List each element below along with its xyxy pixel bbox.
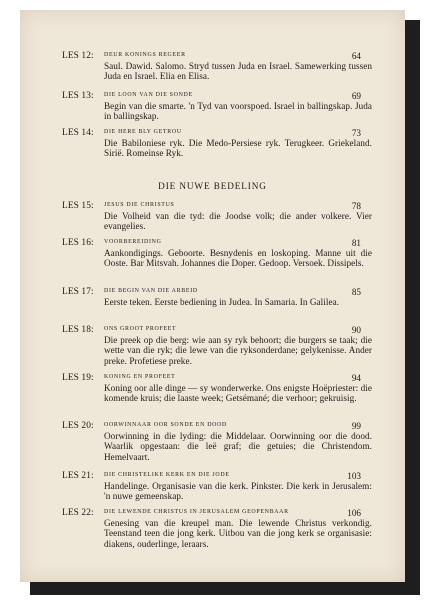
lesson-title: OORWINNAAR OOR SONDE EN DOOD: [104, 422, 228, 428]
lesson-number: LES 22:: [62, 508, 94, 518]
lesson-description: Die preek op die berg: wie aan sy ryk behoort; die burgers se taak; die wette van die ryk; die lewe van die ryksonderdane; gelykenisse. Ander preke. Profetiese preke.: [104, 335, 372, 366]
page-number: 78: [351, 201, 361, 211]
lesson-title: DIE BEGIN VAN DIE ARBEID: [104, 288, 198, 294]
lesson-description: Die Volheid van die tyd: die Joodse volk; die ander volkere. Vier evangelies.: [104, 211, 372, 232]
page-number: 94: [351, 373, 361, 383]
lesson-description: Eerste teken. Eerste bediening in Judea. In Samaria. In Galilea.: [104, 297, 340, 307]
lesson-title: ONS GROOT PROFEET: [104, 326, 177, 332]
lesson-description: Koning oor alle dinge — sy wonderwerke. Ons enigste Hoëpriester: die komende kruis; die laaste week; Getsémané; die verhoor; gekruisig.: [104, 383, 372, 404]
page-number: 90: [351, 325, 361, 335]
lesson-number: LES 18:: [62, 325, 94, 335]
lesson-number: LES 13:: [62, 91, 94, 101]
lesson-title: DIE LOON VAN DIE SONDE: [104, 92, 193, 98]
lesson-number: LES 12:: [62, 51, 94, 61]
page-number: 73: [351, 128, 361, 138]
lesson-title: VOORBEREIDING: [104, 239, 162, 245]
page-number: 103: [347, 471, 361, 481]
lesson-description: Oorwinning in die lyding: die Middelaar. Oorwinning oor die dood. Waarlik opgestaan: die leë graf; die getuies; die Christendom. Hemelvaart.: [104, 431, 372, 462]
lesson-title: DIE HERE BLY GETROU: [104, 129, 182, 135]
lesson-description: Saul. Dawid. Salomo. Stryd tussen Juda en Israel. Samewerking tussen Juda en Israel. Elia en Elisa.: [104, 61, 372, 82]
lesson-number: LES 16:: [62, 238, 94, 248]
lesson-title: DIE CHRISTELIKE KERK EN DIE JODE: [104, 472, 230, 478]
page-number: 106: [347, 508, 361, 518]
lesson-description: Begin van die smarte. 'n Tyd van voorspoed. Israel in ballingskap. Juda in ballingskap.: [104, 101, 372, 122]
page-number: 69: [351, 91, 361, 101]
lesson-title: KONING EN PROFEET: [104, 374, 176, 380]
lesson-number: LES 21:: [62, 471, 94, 481]
lesson-description: Die Babiloniese ryk. Die Medo-Persiese ryk. Terugkeer. Griekeland. Sirië. Romeinse Ryk.: [104, 138, 372, 159]
lesson-title: DEUR KONINGS REGEER: [104, 52, 186, 58]
lesson-title: DIE LEWENDE CHRISTUS IN JERUSALEM GEOPENBAAR: [104, 509, 289, 515]
section-heading: DIE NUWE BEDELING: [158, 181, 267, 191]
lesson-description: Genesing van die kreupel man. Die lewende Christus verkondig. Teenstand teen die jong kerk. Uitbou van die jong kerk se organisasie: diakens, ouderlinge, leraars.: [104, 518, 372, 549]
lesson-title: JESUS DIE CHRISTUS: [104, 202, 175, 208]
lesson-number: LES 19:: [62, 373, 94, 383]
lesson-number: LES 20:: [62, 421, 94, 431]
lesson-number: LES 15:: [62, 201, 94, 211]
book-page: [20, 10, 405, 582]
page-number: 85: [351, 287, 361, 297]
page-number: 81: [351, 238, 361, 248]
lesson-number: LES 14:: [62, 128, 94, 138]
page-number: 64: [351, 51, 361, 61]
lesson-number: LES 17:: [62, 287, 94, 297]
lesson-description: Handelinge. Organisasie van die kerk. Pinkster. Die kerk in Jerusalem: 'n nuwe gemeenskap.: [104, 481, 372, 502]
lesson-description: Aankondigings. Geboorte. Besnydenis en loskoping. Manne uit die Ooste. Bar Mitsvah. Johannes die Doper. Gedoop. Versoek. Dissipels.: [104, 248, 372, 269]
page-number: 99: [351, 421, 361, 431]
